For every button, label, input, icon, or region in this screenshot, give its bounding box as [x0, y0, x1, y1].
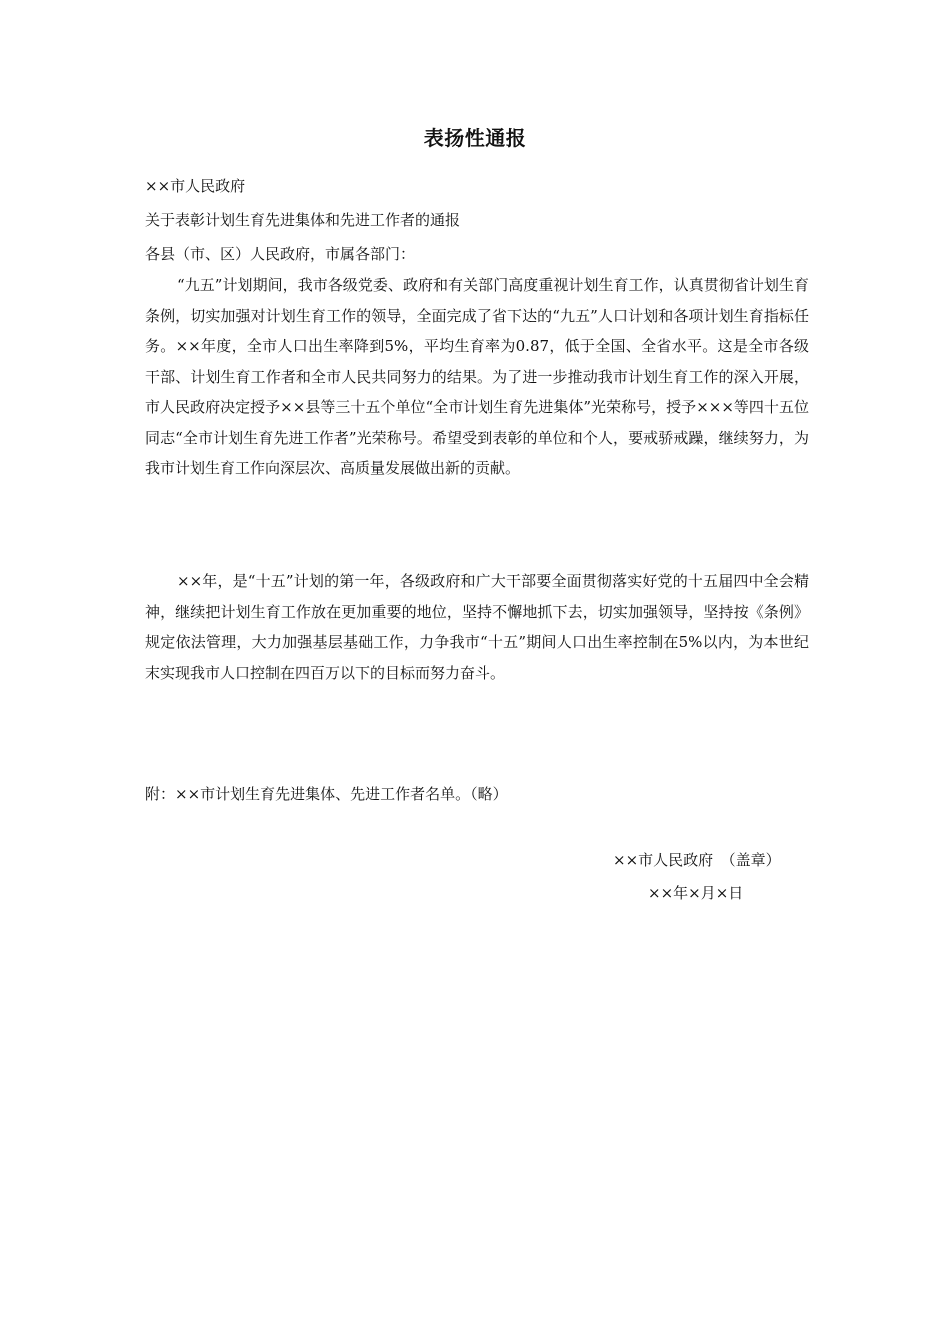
signature-line: ××市人民政府 （盖章）: [613, 851, 781, 869]
body-paragraph-2: ××年，是“十五”计划的第一年，各级政府和广大干部要全面贯彻落实好党的十五届四中全会精神，继续把计划生育工作放在更加重要的地位，坚持不懈地抓下去，切实加强领导，坚持按《条例》规定依法管理，大力加强基层基础工作，力争我市“十五”期间人口出生率控制在5%以内，为本世纪末实现我市人口控制在四百万以下的目标而努力奋斗。: [145, 572, 809, 682]
body-paragraph-1: “九五”计划期间，我市各级党委、政府和有关部门高度重视计划生育工作，认真贯彻省计划生育条例，切实加强对计划生育工作的领导，全面完成了省下达的“九五”人口计划和各项计划生育指标任务。××年度，全市人口出生率降到5%，平均生育率为0.87，低于全国、全省水平。这是全市各级干部、计划生育工作者和全市人民共同努力的结果。为了进一步推动我市计划生育工作的深入开展，市人民政府决定授予××县等三十五个单位“全市计划生育先进集体”光荣称号，授予×××等四十五位同志“全市计划生育先进工作者”光荣称号。希望受到表彰的单位和个人，要戒骄戒躁，继续努力，为我市计划生育工作向深层次、高质量发展做出新的贡献。: [145, 276, 809, 477]
date-line: ××年×月×日: [648, 884, 744, 902]
attachment-note: 附：××市计划生育先进集体、先进工作者名单。（略）: [145, 785, 508, 803]
recipients-line: 各县（市、区）人民政府，市属各部门：: [145, 245, 416, 263]
document-title: 表扬性通报: [423, 126, 527, 150]
subject-line: 关于表彰计划生育先进集体和先进工作者的通报: [145, 211, 461, 229]
issuer-line: ××市人民政府: [145, 177, 246, 195]
